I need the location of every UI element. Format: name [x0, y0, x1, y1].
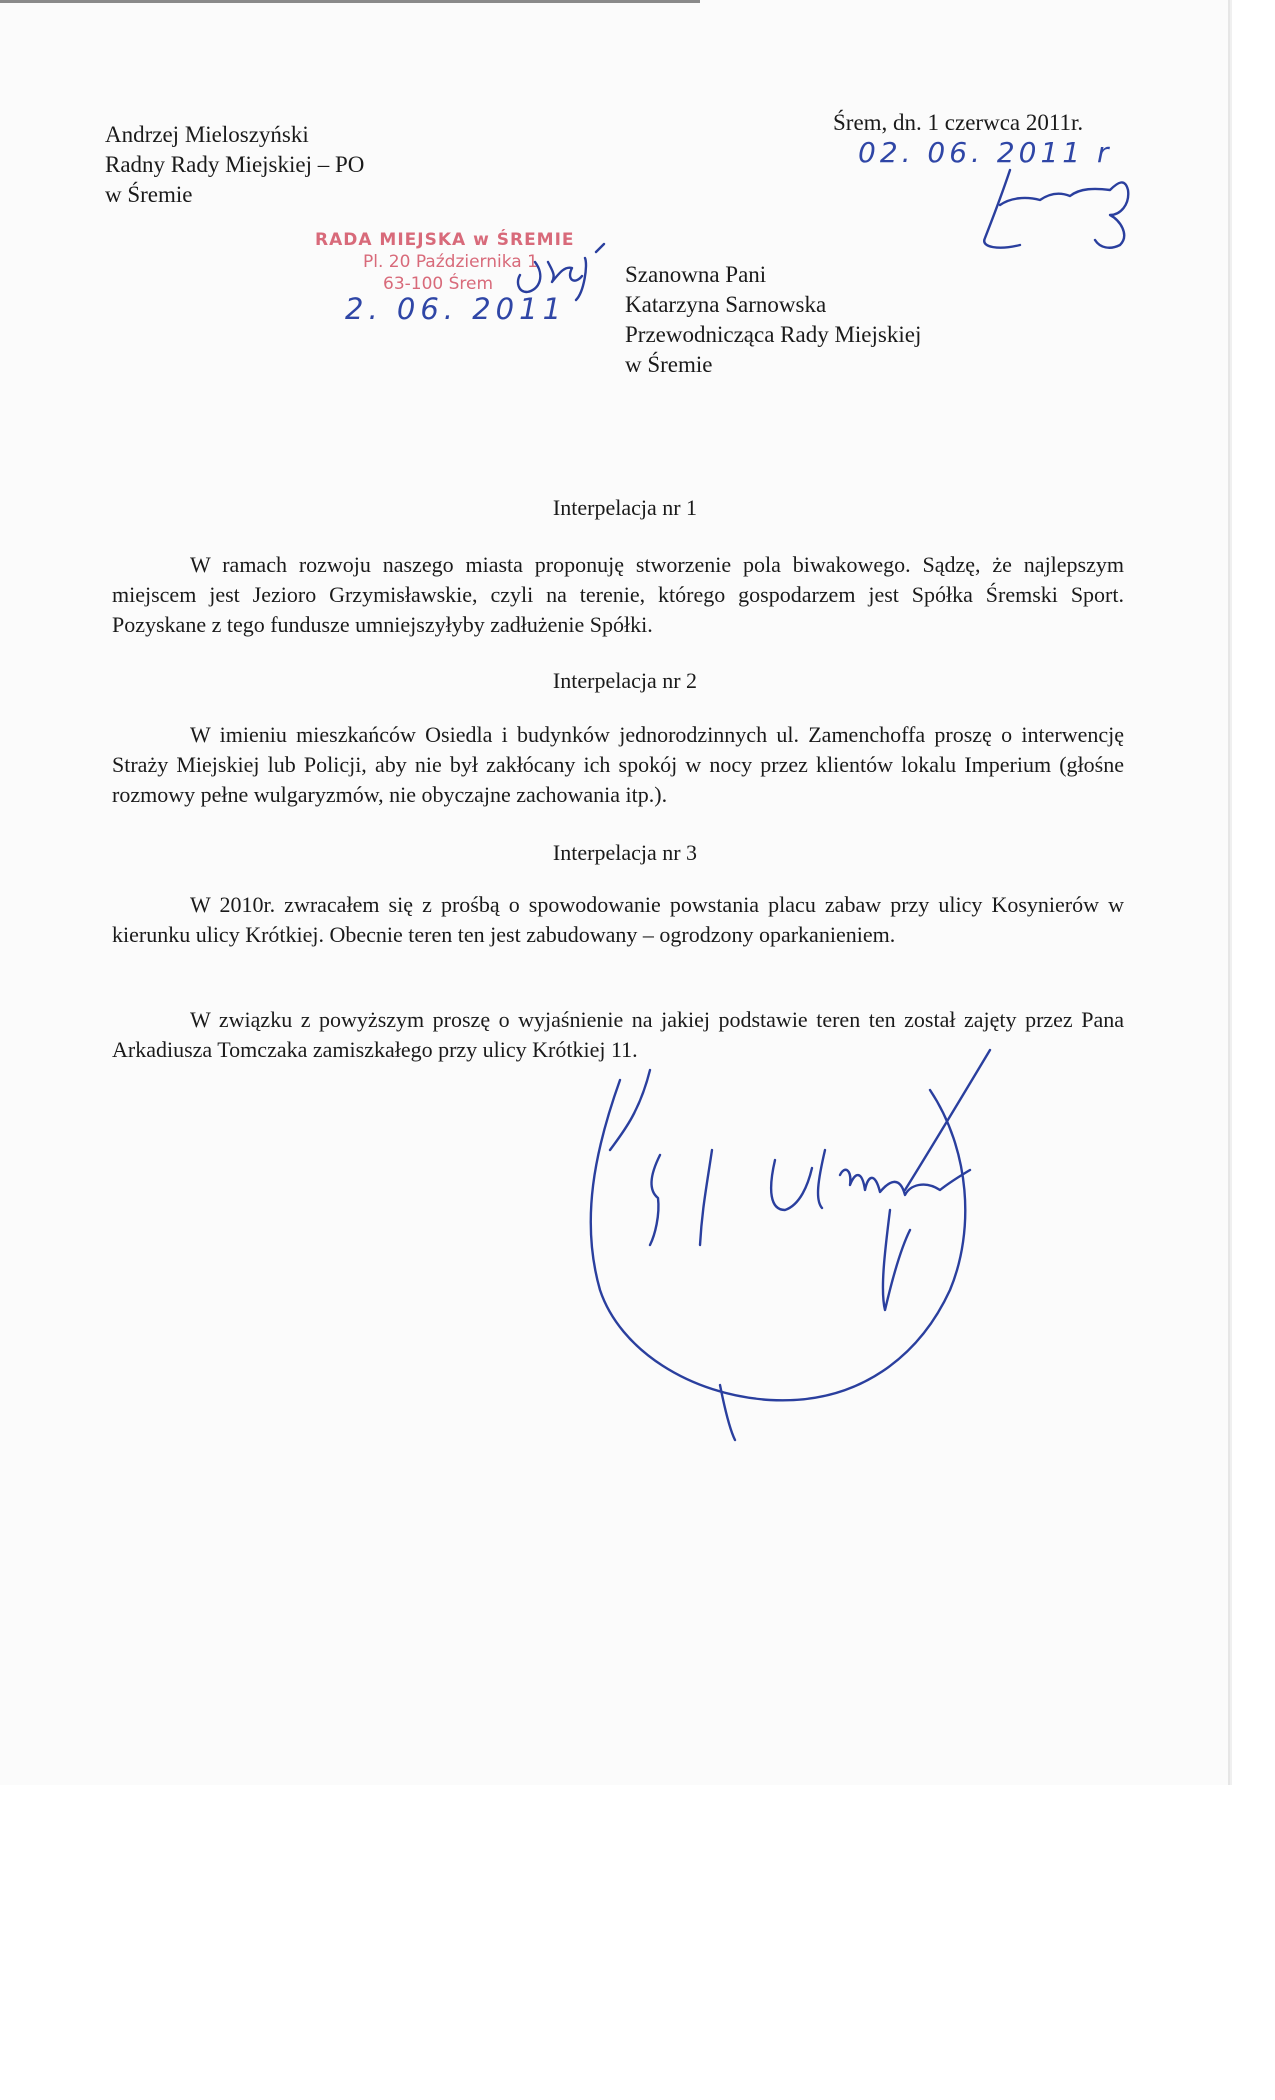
main-signature-tail: [720, 1210, 910, 1440]
letter-date: Śrem, dn. 1 czerwca 2011r.: [833, 110, 1084, 135]
sender-name: Andrzej Mieloszyński: [105, 122, 309, 147]
paragraph-interpelacja-3a: W 2010r. zwracałem się z prośbą o spowodowanie powstania placu zabaw przy ulicy Kosynierów w kierunku ulicy Krótkiej. Obecnie teren ten jest zabudowany – ogrodzony oparkanieniem.: [112, 892, 1124, 947]
paragraph-interpelacja-1: W ramach rozwoju naszego miasta proponuję stworzenie pola biwakowego. Sądzę, że najlepszym miejscem jest Jezioro Grzymisławskie, czyli na terenie, którego gospodarzem jest Spółka Śremski Sport. Pozyskane z tego fundusze umniejszyłyby zadłużenie Spółki.: [112, 552, 1124, 637]
recipient-greeting: Szanowna Pani: [625, 262, 767, 287]
handwritten-received-date: 02. 06. 2011 r: [858, 136, 1113, 169]
paragraph-interpelacja-2: W imieniu mieszkańców Osiedla i budynków jednorodzinnych ul. Zamenchoffa proszę o interwencję Straży Miejskiej lub Policji, aby nie był zakłócany ich spokój w nocy przez klientów lokalu Imperium (głośne rozmowy pełne wulgaryzmów, nie obyczajne zachowania itp.).: [112, 722, 1124, 807]
heading-interpelacja-1: Interpelacja nr 1: [552, 495, 698, 520]
stamp-line-2: Pl. 20 Października 1: [363, 252, 538, 272]
top-right-signature: [984, 170, 1128, 248]
sender-role: Radny Rady Miejskiej – PO: [105, 152, 365, 177]
heading-interpelacja-2: Interpelacja nr 2: [552, 668, 698, 693]
recipient-role: Przewodnicząca Rady Miejskiej: [625, 322, 922, 347]
main-signature-marks: [650, 1150, 712, 1245]
sender-place: w Śremie: [105, 182, 193, 207]
stamp-initials-signature: [518, 244, 604, 300]
main-signature-slash: [610, 1050, 990, 1190]
stamp-line-3: 63-100 Śrem: [383, 274, 494, 294]
handwritten-stamp-date: 2. 06. 2011: [345, 292, 567, 326]
main-signature-oval: [591, 1080, 966, 1400]
main-signature-name: [771, 1150, 970, 1210]
paragraph-interpelacja-3b: W związku z powyższym proszę o wyjaśnienie na jakiej podstawie teren ten został zajęty przez Pana Arkadiusza Tomczaka zamiszkałego przy ulicy Krótkiej 11.: [112, 1007, 1124, 1062]
recipient-name: Katarzyna Sarnowska: [625, 292, 827, 317]
recipient-place: w Śremie: [625, 352, 713, 377]
stamp-line-1: RADA MIEJSKA w ŚREMIE: [315, 230, 575, 250]
heading-interpelacja-3: Interpelacja nr 3: [552, 840, 698, 865]
